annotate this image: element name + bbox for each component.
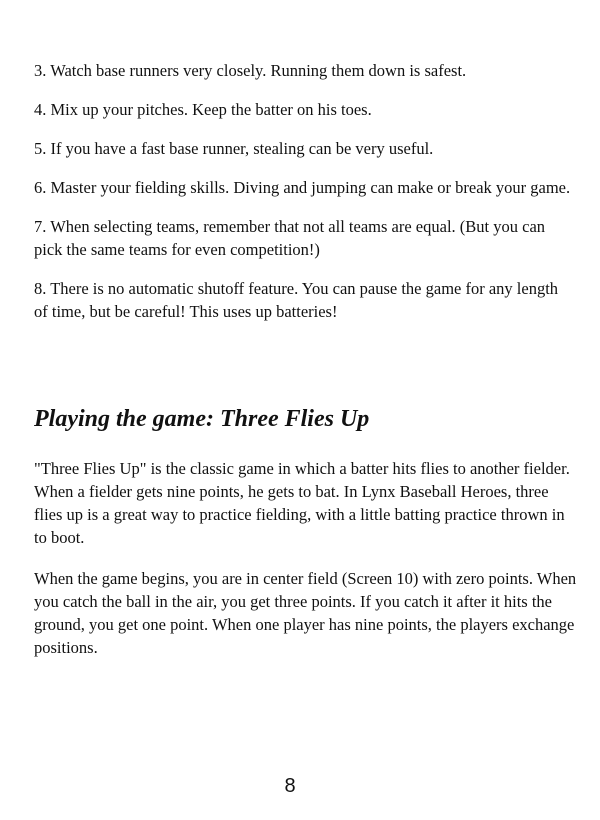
paragraph: "Three Flies Up" is the classic game in which a batter hits flies to another fielder. When a fielder gets nine points, he gets to bat. In Lynx Baseball Heroes, three flies up is a great way to practice fielding, with a little batting practice thrown in to boot.: [34, 459, 570, 547]
tip-item: 4. Mix up your pitches. Keep the batter on his toes.: [34, 100, 372, 119]
tip-item: 5. If you have a fast base runner, stealing can be very useful.: [34, 139, 434, 158]
section-body: [34, 457, 579, 677]
tip-item: 3. Watch base runners very closely. Running them down is safest.: [34, 61, 467, 80]
section-heading: Playing the game: Three Flies Up: [34, 406, 370, 432]
tip-item: 8. There is no automatic shutoff feature. You can pause the game for any length of time, but be careful! This uses up batteries!: [34, 279, 559, 321]
tip-item: 7. When selecting teams, remember that not all teams are equal. (But you can pick the same teams for even competition!): [34, 217, 546, 259]
page-number: 8: [284, 775, 296, 797]
tip-item: 6. Master your fielding skills. Diving and jumping can make or break your game.: [34, 178, 571, 197]
paragraph: When the game begins, you are in center field (Screen 10) with zero points. When you catch the ball in the air, you get three points. If you catch it after it hits the ground, you get one point. When one player has nine points, the players exchange positions.: [34, 569, 577, 657]
tips-list: [34, 59, 574, 339]
